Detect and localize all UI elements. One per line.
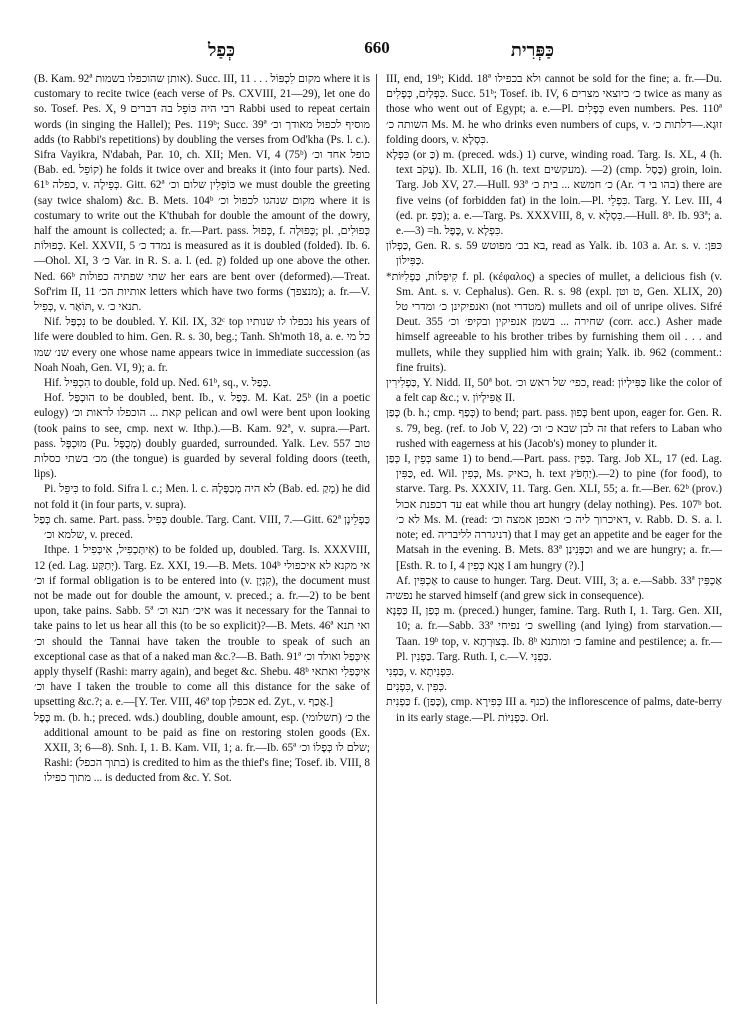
- left-column: [34, 72, 370, 787]
- entry-text: *קִיפְלוֹת, כַּפְלִיּוֹת f. pl. (κέφαλος) a species of mullet, a delicious fish (v. Sm. Ant. s. v. Cephalus). Gen. R. s. 98 (expl. ט וטן, Gen. XLIX, 20) ואנפיקינן כ׳ ומדרי טל (not מטדרי) mullets and oil of unripe olives. Sifré Deut. 355 שחירה ... בשמן אנפיקין ובקיפ׳ וכ׳ (corr. acc.) Asher made himself agreeable to his brother tribes by furnishing them oil . . . and mullets, while they supplied him with grain; Yalk. ib. 962 (comment.: fine fruits).: [386, 270, 723, 374]
- entry-text: Ithpe. אִיתְּכְפִיל, אִיכְּפִיל 1) to be folded up, doubled. Targ. Is. XXXVIII, 12 (ed. Lag. יְתַקַּע). Targ. Ez. XXI, 19.—B. Mets. 104ᵇ אי מקנא לא איכפולי וכ׳ if formal obligation is to be entered into (v. קִנְיָן), the document must not be made out for double the amount, v. preced.; a. fr.—2) to be bent upon, take pains. Sabb. 5ª איכ׳ תנא וכ׳ was it necessary for the Tannai to take pains to let us hear all this (to be so explicit)?—B. Mets. 46ª ואי תנא וכ׳ should the Tannai have taken the trouble to speak of such an exceptional case as that of a naked man &c.?—B. Bath. 91ª אִיכְּפַל ואולד וכ׳ apply thyself (Rashi: marry again), and beget &c. Shebu. 48ᵇ אִיכְּפַלִי ואתאי וכ׳ have I taken the trouble to come all this distance for the sake of upsetting &c.?; a. e.—[Y. Ter. VIII, 46ª top אכפלן ed. Zyt., v. אֲכַף.]: [34, 544, 370, 709]
- entry-text: כַּפְנִי, v. כִּפְנִיתָא.: [386, 665, 455, 678]
- header-guide-word-right: כַּפְּרִית: [510, 40, 554, 61]
- entry-text: (B. Kam. 92ª אותן שהוכפלו בשמות). Succ. III, 11 . . . מקום לִכְפּוֹל where it is customary to recite twice (each verse of Ps. CXVIII, 21—29), let one do so. Tosef. Pes. X, 9 רבי היה כּוֹפֵל בה דברים Rabbi used to repeat certain words (in singing the Hallel); Pes. 119ᵇ; Succ. 39ª מוסיף לכפול מאודך וכ׳ adds (to Rabbi's repetitions) by doubling the verses from Od'kha (Ps. l. c.). Sifra Vayikra, N'dabah, Par. 10, ch. XII; Men. VI, 4 (75ᵇ) כופל אחד וכ׳ (Bab. ed. קוֹפֵל) he folds it twice over and breaks it (into four parts). Ned. 61ᵇ כפלה, v. כְּפֵילָה. Gitt. 62ª כּוֹפְלִין שלום וכ׳ we must double the greeting (say twice shalom) &c. B. Mets. 104ᵇ מקום שנהגו לכפול וכ׳ where it is costumary to write out the K'thubah for double the amount of the dowry, half the amount is collected; a. fr.—Part. pass. כָּפוּל, f. כְּפוּלָה; pl. כְּפוּלִים, כְּפוּלוֹת. Kel. XXVII, 5 נמדד כ׳ is measured as it is doubled (folded). Ib. 6.—Ohol. XI, 3 כ׳ Var. in R. S. a. l. (ed. קָ) folded up one above the other. Ned. 66ᵇ שתי שפתיה כפולות her ears are bent over (deformed).—Treat. Sof'rim II, 11 אותיות הכ׳ letters which have two forms (מנצפך); a. fr.—V. כְּפִיל, v. תּוֹאַר, v. תנאי כ׳.: [34, 73, 371, 314]
- entry-text: כַּפְנָא II, כְּפַן m. (preced.) hunger, famine. Targ. Ruth I, 1. Targ. Gen. XII, 10; a. fr.—Sabb. 33ª כ׳ נפיחי swelling (and lying) from starvation.—Taan. 19ᵇ top, v. בְּצוּרְתָא. Ib. 8ᵇ כ׳ ומותנא famine and pestilence; a. fr.—Pl. כַּפְנִין. Targ. Ruth. I, c.—V. כַּפְנִי.: [386, 605, 722, 663]
- header-guide-word-left: כְּפַל: [208, 40, 236, 61]
- right-column: [386, 72, 722, 726]
- entry-text: כָּפַן (b. h.; cmp. כְּפַף) to bend; part. pass. כָּפוּן bent upon, eager for. Gen. R. s. 79, beg. (ref. to Job V, 22) זה לבן שבא כ׳ וכ׳ that refers to Laban who rushed with eagerness at his (Jacob's) money to plunder it.: [386, 407, 722, 450]
- entry-text: כְּפַל ch. same. Part. pass. כְּפִיל double. Targ. Cant. VIII, 7.—Gitt. 62ª כַּפְלֵינָן שלמא וכ׳, v. preced.: [34, 513, 370, 542]
- entry-text: כַּפְלוֹן, Gen. R. s. 59 בא בכ׳ מפוטש, read as Yalk. ib. 103 a. Ar. s. v. כּפּן: כַּפִּילוֹן.: [386, 240, 722, 268]
- entry-text: כִּפְנִים, v. כְּפִין.: [386, 681, 447, 694]
- running-header: [30, 36, 724, 70]
- entry-text: Nif. נִכְפַּל to be doubled. Y. Kil. IX, 32ᶜ top נכפלו לו שנותיו his years of life were doubled to him. Gen. R. s. 30, beg.; Tanh. Sh'moth 18, a. e. כל מי שנ׳ שמו every one whose name appears twice in immediate succession (as Noah Noah, Gen. VI, 9); a. fr.: [34, 316, 370, 374]
- entry-text: כֶּפֶל m. (b. h.; preced. wds.) doubling, double amount, esp. כ׳ (תשלומי) the additional amount to be paid as fine on restoring stolen goods (Ex. XXII, 3; 6—8). Snh. I, 1. B. Kam. VII, 1; a. fr.—Ib. 65ª שלם לו כְּפֶלוֹ וכ׳; Rashi: (בתוך הכפל) is credited to him as the thief's fine; Tosef. ib. VIII, 8 מתוך כפילו ... is deducted from &c. Y. Sot.: [34, 711, 370, 785]
- entry-text: Af. אַכְפִּין to cause to hunger. Targ. Deut. VIII, 3; a. e.—Sabb. 33ª אַכְפִּין נפשיה he starved himself (and grew sick in consequence).: [386, 574, 722, 602]
- entry-text: Hof. הוּכְפַּל to be doubled, bent. Ib., v. כְּפַל. M. Kat. 25ᵇ (in a poetic eulogy) קאת ... הוכפלו לראות וכ׳ pelican and owl were bent upon looking (took pains to see, cmp. next w. Ithp.).—B. Kam. 92ª, v. supra.—Part. pass. מוּכְפָּל (Pu. מְכֻפָּל) doubly guarded, surrounded. Yalk. Lev. 557 טוב מכ׳ בשתי כסלות (the tongue) is guarded by several folding doors (teeth, lips).: [34, 392, 370, 481]
- entry-text: כַּפְלִירִין, Y. Nidd. II, 50ª bot. כפי׳ של ראש וכ׳, read: כַּפִּילְיוֹן like the color of a felt cap &c.; v. אַפִּילְיוֹן II.: [386, 377, 723, 405]
- entry-text: כִּפְלָא (or כַּ) m. (preced. wds.) 1) curve, winding road. Targ. Is. XL, 4 (h. text עָקֹב). Ib. XLII, 16 (h. text מעקשים). —2) (cmp. כֶּסֶל) groin, loin. Targ. Job XV, 27.—Hull. 93ª כ׳ חמשא ... בית כ׳ (Ar. בהו בי ד׳) there are five veins (of forbidden fat) in the loin.—Pl. כִּפְלֵי. Targ. Y. Lev. III, 4 (ed. pr. כַּפְ); a. e.—Targ. Ps. XXXVIII, 8, v. כִּסְלָא.—Hull. 8ᵇ. Ib. 93ª; a. e.—3) =h. כֶּפֶל, v. כִּפְלָא.: [386, 149, 723, 238]
- entry-text: III, end, 19ᵇ; Kidd. 18ª ולא בכפילו cannot be sold for the fine; a. fr.—Du. כִּפְלַיִם, כְּפָלִים. Succ. 51ᵇ; Tosef. ib. IV, 6 כ׳ כיוצאי מצרים twice as many as those who went out of Egypt; a. e.—Pl. כְּפָלִים even numbers. Pes. 110ª השותה כ׳ Ms. M. he who drinks even numbers of cups, v. זוּגָא.—דלתות כ׳ folding doors, v. כִּסְלָא.: [386, 73, 723, 146]
- entry-text: Pi. כִּיפֵּל to fold. Sifra l. c.; Men. l. c. לא היה מְכַפְּלָהּ (Bab. ed. מְקַ) he did not fold it (in four parts, v. supra).: [34, 483, 370, 511]
- two-column-body: [30, 72, 724, 1012]
- entry-text: כְּפַן I, כְּפֵין same 1) to bend.—Part. pass. כְּפִין. Targ. Job XL, 17 (ed. Lag. כַּפִּין, ed. Wil. כְּפִין, Ms. כאיק, h. text יַחְפֹּץ).—2) to pine (for food), to starve. Targ. Ps. XXXIV, 11. Targ. Gen. XLI, 55; a. fr.—Ber. 62ᵇ (prov.) עד דכפנת אכול eat while thou art hungry (delay nothing). Pes. 107ᵇ bot. לא כ׳ Ms. M. (read: דאיכרוך ליה כ׳ ואכפן אמצה וכ׳, v. Rabb. D. S. a. l. note; ed. דניגררה לליבריה) that I may get an appetite and be eager for the Matsah in the evening. B. Mets. 83ª וכַפְּנִינַן and we are hungry; a. fr.—[Esth. R. to I, 4 אֲנָא כְּפִין I am hungry (?).]: [386, 453, 723, 572]
- page-number: 660: [364, 38, 390, 57]
- column-rule: [376, 74, 377, 1004]
- entry-text: כַּפְנִית f. (כָּפַן), cmp. כְּפִירָא III a. כנף) the inflorescence of palms, date-berry in its early stage.—Pl. כַּפְנִיּוֹת. Orl.: [386, 696, 722, 724]
- dictionary-page: [30, 36, 724, 785]
- entry-text: Hif. הִכְפִּיל to double, fold up. Ned. 61ᵇ, sq., v. כְּפַל.: [44, 377, 272, 390]
